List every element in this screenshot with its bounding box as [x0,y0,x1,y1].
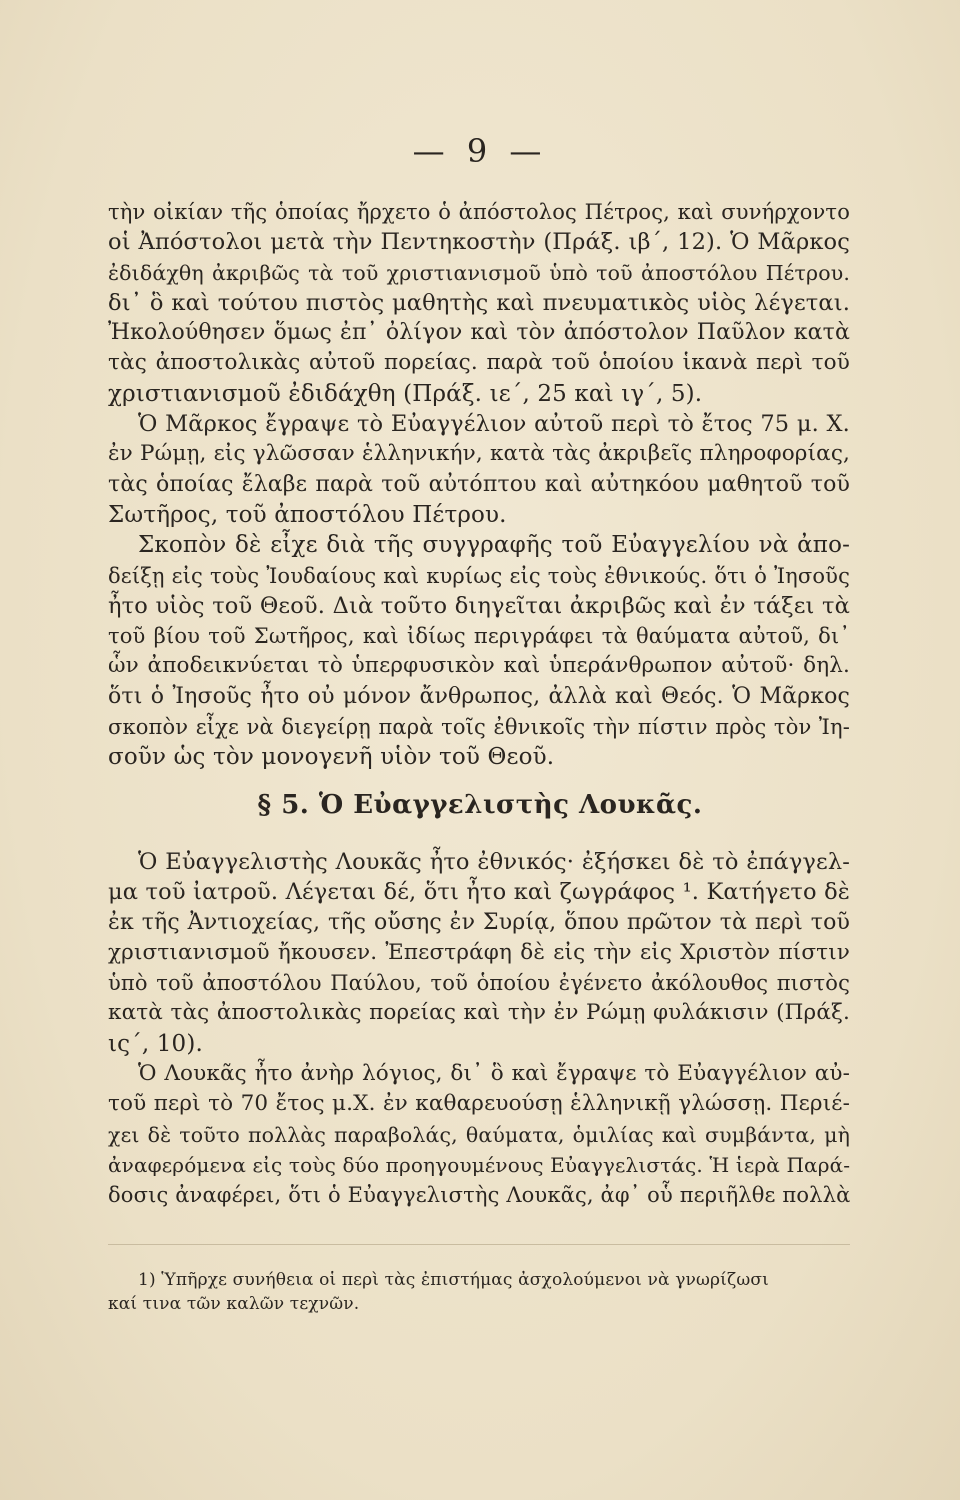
text-line: δι᾿ ὃ καὶ τούτου πιστὸς μαθητὴς καὶ πνευματικὸς υἱὸς λέγεται. [108,289,850,316]
text-line: οἱ Ἀπόστολοι μετὰ τὴν Πεντηκοστὴν (Πράξ. ιβ΄, 12). Ὁ Μᾶρκος [108,229,850,256]
text-line: Σκοπὸν δὲ εἶχε διὰ τῆς συγγραφῆς τοῦ Εὐαγγελίου νὰ ἀπο- [138,532,850,559]
text-line: ἐν Ρώμῃ, εἰς γλῶσσαν ἑλληνικήν, κατὰ τὰς ἀκριβεῖς πληροφορίας, [108,441,850,467]
text-line: χει δὲ τοῦτο πολλὰς παραβολάς, θαύματα, ὁμιλίας καὶ συμβάντα, μὴ [108,1122,850,1147]
text-line: τοῦ βίου τοῦ Σωτῆρος, καὶ ἰδίως περιγράφει τὰ θαύματα αὐτοῦ, δι᾿ [108,624,850,649]
section-heading: § 5. Ὁ Εὐαγγελιστὴς Λουκᾶς. [257,790,703,820]
text-line: χριστιανισμοῦ ἐδιδάχθη (Πράξ. ιε΄, 25 καὶ ιγ΄, 5). [108,380,703,407]
text-line: ἐδιδάχθη ἀκριβῶς τὰ τοῦ χριστιανισμοῦ ὑπὸ τοῦ ἀποστόλου Πέτρου. [108,260,850,285]
text-line: Ἠκολούθησεν ὅμως ἐπ᾿ ὀλίγον καὶ τὸν ἀπόστολον Παῦλον κατὰ [108,320,850,346]
text-line: Ὁ Λουκᾶς ἦτο ἀνὴρ λόγιος, δι᾿ ὃ καὶ ἔγραψε τὸ Εὐαγγέλιον αὐ- [138,1061,850,1087]
body-text-luke [108,847,850,1211]
text-line: ἐκ τῆς Ἀντιοχείας, τῆς οὔσης ἐν Συρίᾳ, ὅπου πρῶτον τὰ περὶ τοῦ [108,909,850,935]
text-line: τοῦ περὶ τὸ 70 ἔτος μ.Χ. ἐν καθαρευούσῃ ἑλληνικῇ γλώσσῃ. Περιέ- [108,1091,850,1117]
footnote-divider [108,1244,850,1245]
text-line: κατὰ τὰς ἀποστολικὰς πορείας καὶ τὴν ἐν Ρώμῃ φυλάκισιν (Πράξ. [108,1000,850,1026]
footnote [108,1268,850,1316]
text-line: ὅτι ὁ Ἰησοῦς ἦτο οὐ μόνον ἄνθρωπος, ἀλλὰ καὶ Θεός. Ὁ Μᾶρκος [108,683,850,709]
text-line: χριστιανισμοῦ ἤκουσεν. Ἐπεστράφη δὲ εἰς τὴν εἰς Χριστὸν πίστιν [108,939,850,965]
footnote-line: 1) Ὑπῆρχε συνήθεια οἱ περὶ τὰς ἐπιστήμας ἀσχολούμενοι νὰ γνωρίζωσι [138,1270,769,1290]
text-line: μα τοῦ ἰατροῦ. Λέγεται δέ, ὅτι ἦτο καὶ ζωγράφος ¹. Κατήγετο δὲ [108,879,850,906]
text-line: σοῦν ὡς τὸν μονογενῆ υἱὸν τοῦ Θεοῦ. [108,744,555,771]
text-line: Ὁ Εὐαγγελιστὴς Λουκᾶς ἦτο ἐθνικός· ἐξήσκει δὲ τὸ ἐπάγγελ- [138,849,850,875]
text-line: Σωτῆρος, τοῦ ἀποστόλου Πέτρου. [108,501,507,528]
footnote-line: καί τινα τῶν καλῶν τεχνῶν. [108,1294,360,1314]
page-number: — 9 — [412,132,548,170]
body-text-marcus [108,197,850,773]
text-line: σκοπὸν εἶχε νὰ διεγείρῃ παρὰ τοῖς ἐθνικοῖς τὴν πίστιν πρὸς τὸν Ἰη- [108,715,850,740]
text-line: δείξῃ εἰς τοὺς Ἰουδαίους καὶ κυρίως εἰς τοὺς ἐθνικούς. ὅτι ὁ Ἰησοῦς [108,563,850,588]
text-line: ὑπὸ τοῦ ἀποστόλου Παύλου, τοῦ ὁποίου ἐγένετο ἀκόλουθος πιστὸς [108,971,850,996]
text-line: ἦτο υἱὸς τοῦ Θεοῦ. Διὰ τοῦτο διηγεῖται ἀκριβῶς καὶ ἐν τάξει τὰ [108,592,850,619]
text-line: δοσις ἀναφέρει, ὅτι ὁ Εὐαγγελιστὴς Λουκᾶς, ἀφ᾿ οὗ περιῆλθε πολλὰ [108,1183,851,1208]
text-line: ἀναφερόμενα εἰς τοὺς δύο προηγουμένους Εὐαγγελιστάς. Ἡ ἱερὰ Παρά- [108,1152,851,1177]
text-line: Ὁ Μᾶρκος ἔγραψε τὸ Εὐαγγέλιον αὐτοῦ περὶ τὸ ἔτος 75 μ. Χ. [138,411,850,438]
text-line: τὰς ὁποίας ἔλαβε παρὰ τοῦ αὐτόπτου καὶ αὐτηκόου μαθητοῦ τοῦ [108,471,850,497]
text-line: τὰς ἀποστολικὰς αὐτοῦ πορείας. παρὰ τοῦ ὁποίου ἱκανὰ περὶ τοῦ [108,350,850,376]
text-line: ις΄, 10). [108,1030,203,1057]
text-line: τὴν οἰκίαν τῆς ὁποίας ἤρχετο ὁ ἀπόστολος Πέτρος, καὶ συνήρχοντο [108,200,850,224]
text-line: ὧν ἀποδεικνύεται τὸ ὑπερφυσικὸν καὶ ὑπεράνθρωπον αὐτοῦ· δηλ. [108,653,850,679]
